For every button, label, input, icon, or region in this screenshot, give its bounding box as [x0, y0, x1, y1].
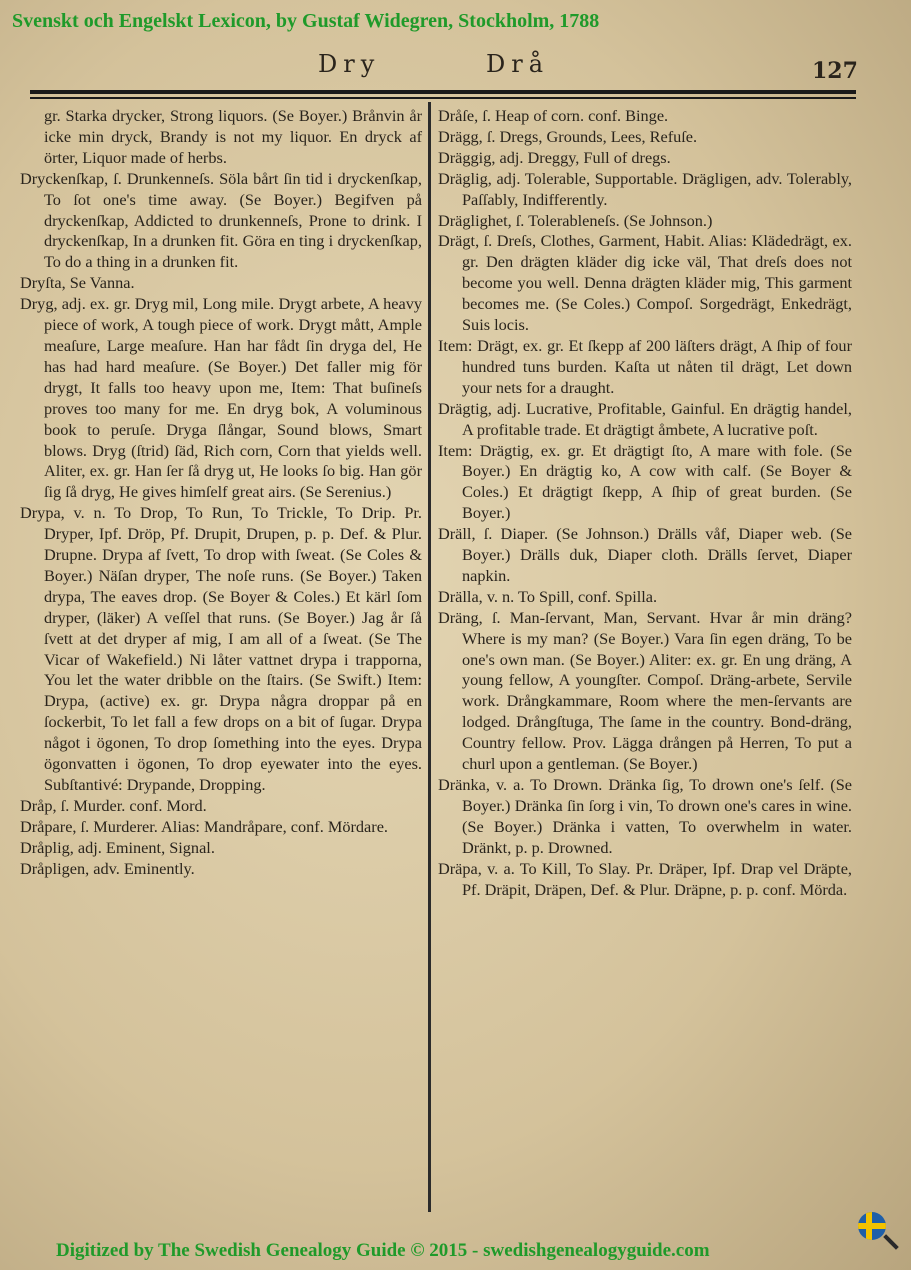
header-rule [30, 90, 856, 94]
dictionary-entry: Drälla, v. n. To Spill, conf. Spilla. [438, 586, 658, 606]
running-head-right: Drå [486, 50, 550, 78]
dictionary-entry: Dräglig, adj. Tolerable, Supportable. Drägligen, adv. Tolerably, Paſſably, Indifferently. [438, 168, 852, 209]
flag-cross-vertical [866, 1212, 872, 1240]
dictionary-entry: Dränka, v. a. To Drown. Dränka ſig, To drown one's ſelf. (Se Boyer.) Dränka ſin ſorg i vin, To drown one's cares in wine. (Se Boyer.) Dränka i vatten, To overwhelm in water. Dränkt, p. p. Drowned. [438, 775, 852, 857]
dictionary-entry: Dråſe, ſ. Heap of corn. conf. Binge. [438, 106, 669, 125]
page-number: 127 [812, 58, 858, 84]
dictionary-entry: Dräll, ſ. Diaper. (Se Johnson.) Drälls våf, Diaper web. (Se Boyer.) Drälls duk, Diaper cloth. Drälls ſervet, Diaper napkin. [438, 524, 852, 585]
swedish-flag-magnifier-icon [858, 1212, 886, 1240]
dictionary-entry: Item: Drägt, ex. gr. Et ſkepp af 200 läſters drägt, A ſhip of four hundred tuns burden. Kaſta ut nåten til drägt, Let down your nets for a draught. [438, 335, 852, 397]
right-column [438, 106, 852, 900]
header-rule-thin [30, 97, 856, 99]
dictionary-entry: Dryg, adj. ex. gr. Dryg mil, Long mile. Drygt arbete, A heavy piece of work, A tough piece of work. Drygt mått, Ample meaſure, Large meaſure. Han har fådt ſin dryga del, He has had hard meaſure. (Se Boyer.) Det faller mig för drygt, It falls too heavy upon me, Item: That buſineſs proves too many for me. En dryg bok, A voluminous book to peruſe. Dryga ſlångar, Sound blows, Smart blows. Dryg (ſtrid) ſäd, Rich corn, Corn that yields well. Aliter, ex. gr. Han ſer ſå dryg ut, He looks ſo big. Han gör ſig ſå dryg, He gives himſelf great airs. (Se Serenius.) [20, 294, 422, 502]
column-divider [428, 102, 431, 1212]
dictionary-entry: Drypa, v. n. To Drop, To Run, To Trickle, To Drip. Pr. Dryper, Ipf. Dröp, Pf. Drupit, Drupen, p. p. Def. & Plur. Drupne. Drypa af ſvett, To drop with ſweat. (Se Coles & Boyer.) Näſan dryper, The noſe runs. (Se Boyer.) Taken drypa, The eaves drop. (Se Boyer & Coles.) Et kärl ſom dryper, (läker) A veſſel that runs. (Se Boyer.) Jag år ſå ſvett at det dryper af mig, I am all of a ſweat. (Se The Vicar of Wakefield.) Ni låter vattnet drypa i trapporna, You let the water dribble on the ſtairs. (Se Swift.) Item: Drypa, (active) ex. gr. Drypa några droppar på en ſockerbit, To let fall a few drops on a bit of ſugar. Drypa något i ögonen, To drop ſomething into the eyes. Drypa ögonvatten i ögonen, To drop eyewater into the eyes. Subſtantivé: Drypande, Dropping. [20, 503, 422, 794]
dictionary-entry: gr. Starka drycker, Strong liquors. (Se Boyer.) Brånvin år icke min dryck, Brandy is not my liquor. En dryck af örter, Liquor made of herbs. [44, 106, 422, 167]
flag-cross-horizontal [858, 1223, 886, 1229]
dictionary-entry: Drägtig, adj. Lucrative, Profitable, Gainful. En drägtig handel, A profitable trade. Et drägtigt åmbete, A lucrative poſt. [438, 398, 852, 439]
dictionary-entry: Dryſta, Se Vanna. [20, 273, 135, 293]
running-head-left: Dry [318, 50, 381, 78]
dictionary-entry: Dräpa, v. a. To Kill, To Slay. Pr. Dräper, Ipf. Drap vel Dräpte, Pf. Dräpit, Dräpen, Def. & Plur. Dräpne, p. p. conf. Mörda. [438, 858, 852, 899]
banner-bottom: Digitized by The Swedish Genealogy Guide © 2015 - swedishgenealogyguide.com [56, 1240, 710, 1261]
dictionary-entry: Dräggig, adj. Dreggy, Full of dregs. [438, 147, 671, 167]
dictionary-entry: Item: Drägtig, ex. gr. Et drägtigt ſto, A mare with fole. (Se Boyer.) En drägtig ko, A cow with calf. (Se Boyer & Coles.) Et drägtigt ſkepp, A ſhip of great burden. (Se Boyer.) [438, 440, 852, 523]
dictionary-entry: Dråp, ſ. Murder. conf. Mord. [20, 795, 207, 815]
dictionary-entry: Dråplig, adj. Eminent, Signal. [20, 837, 215, 857]
dictionary-entry: Drägg, ſ. Dregs, Grounds, Lees, Refuſe. [438, 126, 698, 146]
page-header [0, 50, 911, 86]
dictionary-entry: Dräng, ſ. Man-ſervant, Man, Servant. Hvar år min dräng? Where is my man? (Se Boyer.) Vara ſin egen dräng, To be one's own man. (Se Boyer.) Aliter: ex. gr. En ung dräng, A young fellow, A youngſter. Compoſ. Dräng-arbete, Servile work. Drångkammare, Room where the men-ſervants are lodged. Drångſtuga, The ſame in the country. Bond-dräng, Country fellow. Prov. Lägga drången på Herren, To put a churl upon a gentleman. (Se Boyer.) [438, 607, 852, 774]
dictionary-entry: Dråpare, ſ. Murderer. Alias: Mandråpare, conf. Mördare. [20, 816, 388, 836]
dictionary-entry: Dryckenſkap, ſ. Drunkenneſs. Söla bårt ſin tid i dryckenſkap, To ſot one's time away. (Se Boyer.) Begifven på dryckenſkap, Addicted to drunkenneſs, Prone to drink. I dryckenſkap, In a drunken fit. Göra en ting i dryckenſkap, To do a thing in a drunken fit. [20, 168, 422, 272]
dictionary-entry: Dräglighet, ſ. Tolerableneſs. (Se Johnson.) [438, 210, 713, 230]
left-column [20, 106, 422, 880]
magnifier-handle-icon [883, 1234, 899, 1250]
dictionary-entry: Dråpligen, adv. Eminently. [20, 858, 195, 878]
dictionary-entry: Drägt, ſ. Dreſs, Clothes, Garment, Habit. Alias: Klädedrägt, ex. gr. Den drägten kläder dig icke väl, That dreſs does not become you well. Denna drägten kläder mig, This garment becomes me. (Se Coles.) Compoſ. Sorgedrägt, Enkedrägt, Suis locis. [438, 231, 852, 335]
banner-top: Svenskt och Engelskt Lexicon, by Gustaf Widegren, Stockholm, 1788 [12, 10, 600, 32]
